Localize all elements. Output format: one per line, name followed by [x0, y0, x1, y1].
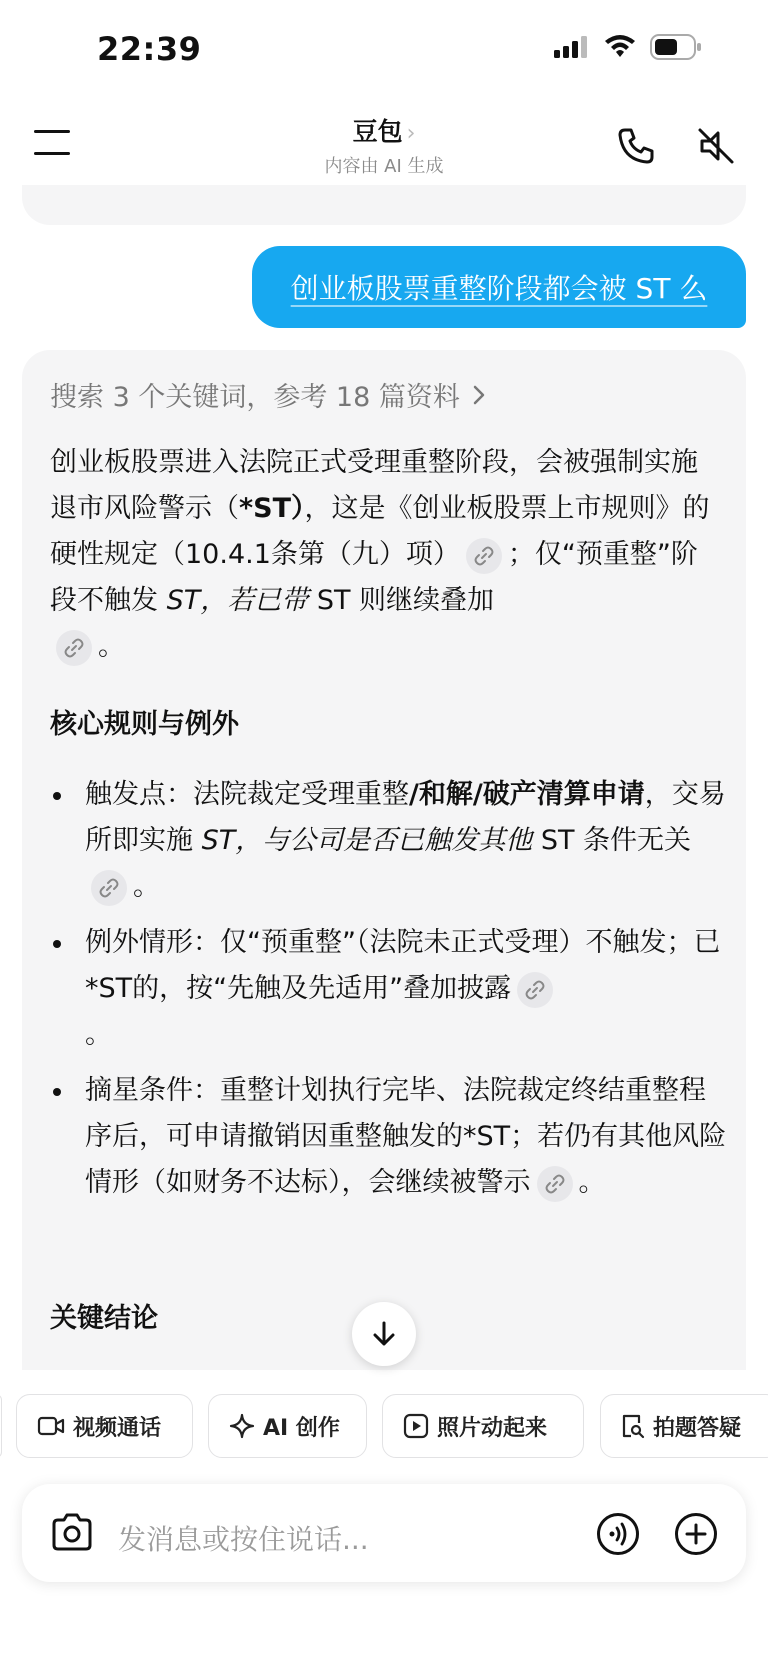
citation-link-button[interactable]	[517, 972, 553, 1008]
signal-icon	[554, 36, 590, 58]
link-icon	[474, 546, 494, 566]
sparkle-icon	[229, 1413, 255, 1439]
citation-link-button[interactable]	[56, 630, 92, 666]
quick-action-ai-create[interactable]: AI 创作	[208, 1394, 367, 1458]
citation-link-button[interactable]	[466, 538, 502, 574]
quick-action-animate-photo[interactable]: 照片动起来	[382, 1394, 584, 1458]
arrow-down-icon	[371, 1320, 397, 1348]
link-icon	[545, 1174, 565, 1194]
link-icon	[99, 878, 119, 898]
search-summary[interactable]	[50, 375, 486, 414]
citation-link-button[interactable]	[537, 1166, 573, 1202]
title-chevron: ›	[406, 121, 416, 146]
link-icon	[64, 638, 84, 658]
phone-icon	[616, 126, 656, 166]
play-icon	[403, 1413, 429, 1439]
quick-action-partial[interactable]	[0, 1394, 2, 1458]
answer-intro: 创业板股票进入法院正式受理重整阶段，会被强制实施退市风险警示（*ST），这是《创业板股票上市规则》的硬性规定（10.4.1条第（九）项） ；仅“预重整”阶段不触发 ST，若已带 ST 则继续叠加 。	[50, 440, 720, 670]
plus-icon	[674, 1512, 718, 1556]
list-item: 例外情形：仅“预重整”（法院未正式受理）不触发；已*ST的，按“先触及先适用”叠加披露 。	[50, 920, 730, 1058]
chat-title: 豆包	[352, 117, 403, 146]
quick-action-photo-question[interactable]: 拍题答疑	[600, 1394, 768, 1458]
quick-action-video-call[interactable]: 视频通话	[16, 1394, 193, 1458]
chevron-right-icon	[472, 384, 486, 406]
scroll-to-bottom-button[interactable]	[352, 1302, 416, 1366]
section-heading: 关键结论	[50, 1303, 158, 1334]
status-time: 22:39	[97, 30, 202, 68]
mute-icon	[696, 126, 736, 166]
camera-button[interactable]	[50, 1512, 94, 1556]
user-message-text: 创业板股票重整阶段都会被 ST 么	[290, 272, 708, 305]
wifi-icon	[604, 35, 636, 59]
rules-list	[50, 772, 730, 1216]
list-item: 摘星条件：重整计划执行完毕、法院裁定终结重整程序后，可申请撤销因重整触发的*ST；若仍有其他风险情形（如财务不达标），会继续被警示 。	[50, 1068, 730, 1206]
message-input[interactable]: 发消息或按住说话...	[118, 1523, 369, 1556]
link-icon	[525, 980, 545, 1000]
chat-subtitle: 内容由 AI 生成	[324, 156, 444, 177]
voice-button[interactable]	[596, 1512, 640, 1560]
mute-button[interactable]	[696, 126, 736, 170]
phone-button[interactable]	[616, 126, 656, 170]
voice-icon	[596, 1512, 640, 1556]
section-heading: 核心规则与例外	[50, 709, 239, 740]
battery-icon	[650, 34, 702, 60]
list-item: 触发点：法院裁定受理重整/和解/破产清算申请，交易所即实施 ST，与公司是否已触发其他 ST 条件无关 。	[50, 772, 730, 910]
search-summary-text: 搜索 3 个关键词，参考 18 篇资料	[50, 382, 460, 413]
plus-button[interactable]	[674, 1512, 718, 1560]
citation-link-button[interactable]	[91, 870, 127, 906]
camera-icon	[50, 1512, 94, 1552]
user-message-bubble[interactable]	[252, 246, 746, 328]
status-icons	[554, 34, 702, 60]
st-tag: *ST）	[239, 493, 305, 524]
video-icon	[37, 1415, 65, 1437]
search-doc-icon	[621, 1413, 645, 1439]
